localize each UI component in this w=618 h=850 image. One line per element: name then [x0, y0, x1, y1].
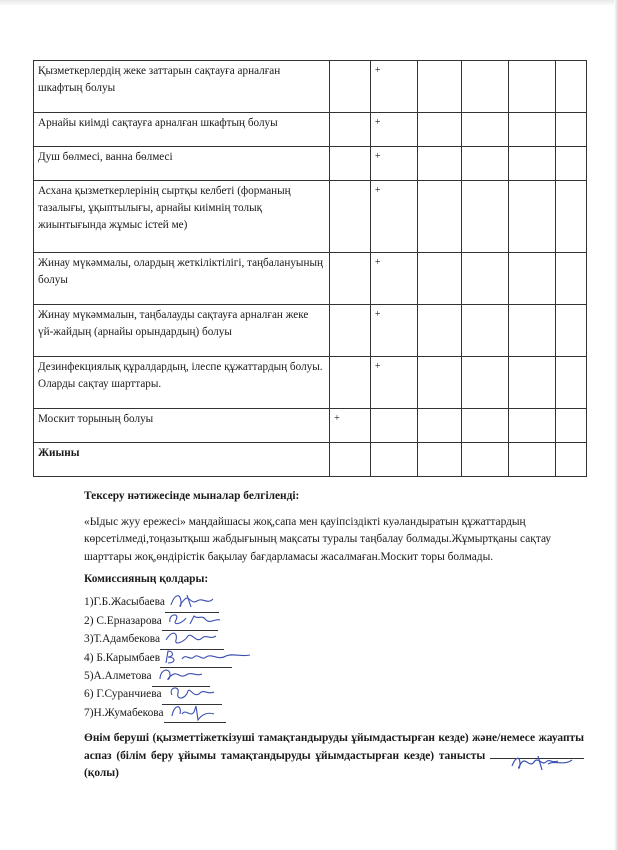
row-mark-yes — [330, 181, 371, 253]
row-empty — [555, 113, 586, 147]
row-item: Душ бөлмесі, ванна бөлмесі — [34, 147, 330, 181]
row-empty — [461, 253, 508, 305]
row-empty — [461, 443, 508, 477]
signature-line — [165, 594, 219, 613]
row-empty — [370, 443, 418, 477]
member-signature — [167, 590, 227, 612]
row-empty — [555, 305, 586, 357]
commission-member — [84, 631, 584, 649]
signature-line — [160, 631, 224, 650]
row-mark-no: + — [370, 305, 418, 357]
row-mark-yes: + — [330, 409, 371, 443]
row-mark-no: + — [370, 61, 418, 113]
table-row — [34, 61, 587, 113]
table-row — [34, 147, 587, 181]
producer-text: Өнім беруші (қызметтіжеткізуші тамақтандыруды ұйымдастырған кезде) және/немесе жауапты аспаз (білім беру ұйымы тамақтандыруды ұйымдастырған кезде) танысты — [84, 732, 584, 762]
commission-member — [84, 594, 584, 612]
row-empty — [555, 253, 586, 305]
row-empty — [418, 305, 461, 357]
scan-edge-top — [0, 0, 618, 6]
row-empty — [555, 443, 586, 477]
row-empty — [508, 409, 555, 443]
row-empty — [418, 443, 461, 477]
member-name: 7)Н.Жумабекова — [84, 706, 164, 719]
row-empty — [418, 61, 461, 113]
producer-sign-label: (қолы) — [84, 767, 119, 780]
row-mark-no: + — [370, 181, 418, 253]
row-empty — [461, 61, 508, 113]
member-name: 3)Т.Адамбекова — [84, 633, 161, 646]
findings-text: «Ыдыс жуу ережесі» маңдайшасы жоқ,сапа мен қауіпсіздікті куәландыратын құжаттардың көрсетілмеді,тоңазытқыш жабдығының мақсаты туралы таңбалау болмады.Жұмыртқаны сақтау шарттары жоқ,өндірістік бақылау бағдарламасы жасалмаған.Москит торы болмады. — [84, 515, 552, 564]
row-mark-yes — [330, 61, 371, 113]
row-item: Асхана қызметкерлерінің сыртқы келбеті (форманың тазалығы, ұқыптылығы, арнайы киімнің толық жиынтығында жұмыс істей ме) — [34, 181, 330, 253]
row-empty — [508, 443, 555, 477]
row-empty — [418, 409, 461, 443]
row-empty — [555, 61, 586, 113]
row-empty — [461, 113, 508, 147]
row-empty — [508, 305, 555, 357]
row-empty — [508, 181, 555, 253]
signature-line — [162, 686, 222, 705]
row-empty — [508, 61, 555, 113]
commission-member — [84, 705, 584, 723]
commission-member — [84, 650, 584, 668]
row-item: Дезинфекциялық құралдардың, ілеспе құжаттардың болуы. Оларды сақтау шарттары. — [34, 357, 330, 409]
row-empty — [508, 357, 555, 409]
findings-section — [84, 488, 584, 723]
table-row — [34, 357, 587, 409]
member-name: 4) Б.Карымбаев — [84, 651, 161, 664]
scan-edge-right — [614, 0, 618, 850]
table-row — [34, 305, 587, 357]
member-signature — [162, 627, 222, 649]
row-mark-yes — [330, 357, 371, 409]
row-empty — [330, 443, 371, 477]
table-row — [34, 181, 587, 253]
member-name: 1)Г.Б.Жасыбаева — [84, 596, 165, 609]
row-empty — [461, 147, 508, 181]
row-empty — [555, 409, 586, 443]
row-item: Жинау мүкәммалын, таңбалауды сақтауға арналған жеке үй-жайдың (арнайы орындардың) болуы — [34, 305, 330, 357]
producer-signature — [508, 752, 578, 774]
row-mark-yes — [330, 147, 371, 181]
row-empty — [418, 357, 461, 409]
total-label: Жиыны — [34, 443, 330, 477]
commission-member — [84, 613, 584, 631]
table-row-total — [34, 443, 587, 477]
checklist-table — [33, 60, 587, 477]
member-name: 6) Г.Суранчиева — [84, 688, 162, 701]
member-name: 5)А.Алметова — [84, 669, 152, 682]
row-mark-no: + — [370, 253, 418, 305]
producer-section — [84, 730, 584, 783]
row-item: Арнайы киімді сақтауға арналған шкафтың болуы — [34, 113, 330, 147]
row-empty — [461, 305, 508, 357]
row-empty — [418, 181, 461, 253]
row-empty — [555, 357, 586, 409]
row-empty — [461, 409, 508, 443]
table-row — [34, 253, 587, 305]
member-name: 2) С.Ерназарова — [84, 614, 162, 627]
table-row — [34, 409, 587, 443]
row-empty — [418, 253, 461, 305]
row-empty — [418, 147, 461, 181]
row-empty — [461, 357, 508, 409]
member-signature — [164, 682, 224, 704]
member-signature — [154, 664, 214, 686]
row-empty — [555, 181, 586, 253]
member-signature — [162, 646, 254, 668]
row-mark-no: + — [370, 357, 418, 409]
row-item: Жинау мүкәммалы, олардың жеткіліктілігі, таңбалануының болуы — [34, 253, 330, 305]
row-item: Қызметкерлердің жеке заттарын сақтауға арналған шкафтың болуы — [34, 61, 330, 113]
commission-member — [84, 668, 584, 686]
table-row — [34, 113, 587, 147]
row-empty — [508, 147, 555, 181]
row-empty — [461, 181, 508, 253]
commission-member — [84, 686, 584, 704]
signature-line — [164, 705, 226, 724]
row-mark-yes — [330, 305, 371, 357]
row-mark-no: + — [370, 147, 418, 181]
row-mark-no — [370, 409, 418, 443]
member-signature — [166, 701, 226, 723]
row-empty — [508, 113, 555, 147]
row-empty — [418, 113, 461, 147]
commission-members — [84, 594, 584, 723]
row-mark-yes — [330, 113, 371, 147]
row-mark-no: + — [370, 113, 418, 147]
signature-line — [152, 668, 210, 687]
row-item: Москит торының болуы — [34, 409, 330, 443]
row-mark-yes — [330, 253, 371, 305]
signature-line — [160, 650, 232, 669]
member-signature — [164, 609, 224, 631]
row-empty — [555, 147, 586, 181]
row-empty — [508, 253, 555, 305]
signature-line — [162, 613, 218, 632]
producer-signature-line — [490, 758, 584, 759]
findings-title: Тексеру нәтижесінде мыналар белгіленді: — [84, 490, 300, 502]
commission-title: Комиссияның қолдары: — [84, 572, 209, 585]
